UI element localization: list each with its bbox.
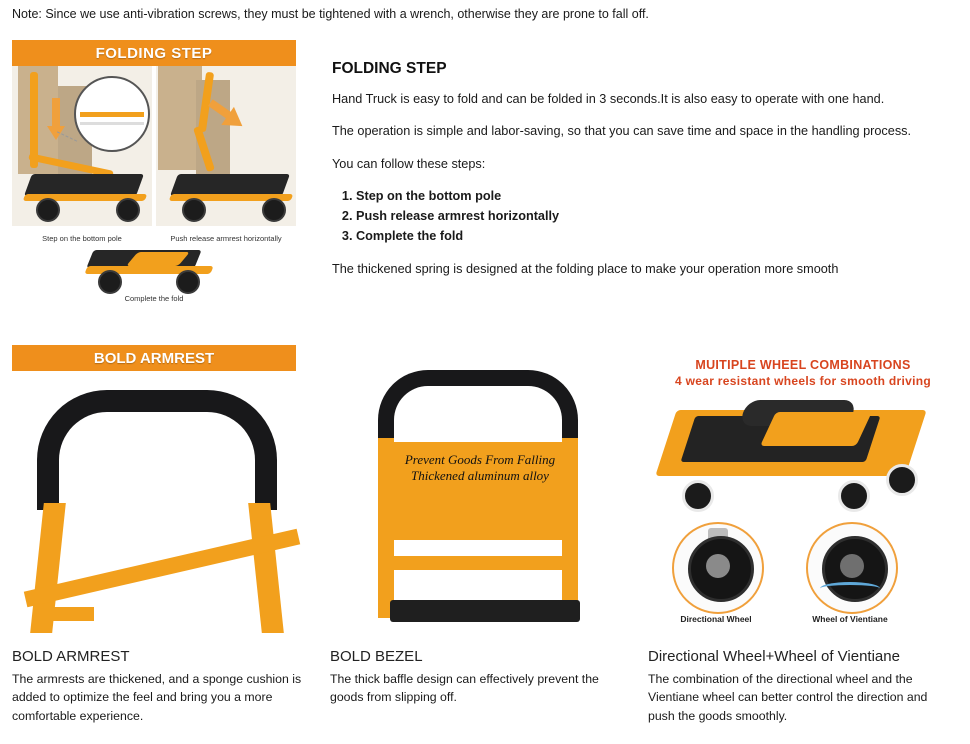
bold-armrest-title: BOLD ARMREST bbox=[12, 648, 130, 665]
folding-step-list bbox=[332, 187, 932, 246]
folding-step-banner: FOLDING STEP bbox=[12, 40, 296, 66]
folding-caption-3: Complete the fold bbox=[124, 294, 184, 303]
directional-wheel-zoom bbox=[672, 522, 764, 614]
bold-bezel-body: The thick baffle design can effectively prevent the goods from slipping off. bbox=[330, 672, 599, 705]
bold-armrest-body: The armrests are thickened, and a sponge cushion is added to optimize the feel and bring you a more comfortable experience. bbox=[12, 672, 302, 723]
folding-photo-step2 bbox=[156, 66, 296, 226]
folding-step-item: 2. Push release armrest horizontally bbox=[356, 207, 932, 227]
folding-closing-note: The thickened spring is designed at the folding place to make your operation more smooth bbox=[332, 262, 839, 277]
folding-step-photos bbox=[12, 66, 296, 312]
folding-photo-step1 bbox=[12, 66, 152, 226]
bold-armrest-banner: BOLD ARMREST bbox=[12, 345, 296, 371]
bezel-panel-line1: Prevent Goods From Falling bbox=[404, 452, 556, 467]
folding-step-text bbox=[332, 60, 932, 293]
folding-paragraph-2: The operation is simple and labor-saving, so that you can save time and space in the handling process. bbox=[332, 124, 912, 139]
directional-wheel-label: Directional Wheel bbox=[680, 614, 752, 624]
bold-bezel-figure bbox=[330, 360, 630, 630]
folding-photo-step3 bbox=[80, 248, 230, 294]
vientiane-wheel-label: Wheel of Vientiane bbox=[812, 614, 888, 624]
bold-bezel-title: BOLD BEZEL bbox=[330, 648, 423, 665]
wheel-headline-line1: MUITIPLE WHEEL COMBINATIONS bbox=[695, 358, 911, 372]
wheel-combination-body: The combination of the directional wheel and the Vientiane wheel can better control the direction and push the goods smoothly. bbox=[648, 672, 928, 723]
folding-step1-zoom-circle bbox=[74, 76, 150, 152]
wheel-combination-title: Directional Wheel+Wheel of Vientiane bbox=[648, 648, 900, 665]
vientiane-wheel-zoom bbox=[806, 522, 898, 614]
folding-step-heading: FOLDING STEP bbox=[332, 60, 447, 77]
bezel-panel-text bbox=[396, 452, 564, 485]
wheel-headline-line2: 4 wear resistant wheels for smooth driving bbox=[675, 374, 931, 388]
folding-step-figure bbox=[12, 40, 296, 312]
anti-vibration-note: Note: Since we use anti-vibration screws, they must be tightened with a wrench, otherwise they are prone to fall off. bbox=[12, 7, 649, 21]
folding-caption-2: Push release armrest horizontally bbox=[170, 234, 282, 243]
folding-caption-1: Step on the bottom pole bbox=[42, 234, 122, 243]
folding-step-item: 3. Complete the fold bbox=[356, 227, 932, 247]
bezel-panel-line2: Thickened aluminum alloy bbox=[411, 468, 549, 484]
folding-step-item: 1. Step on the bottom pole bbox=[356, 187, 932, 207]
folding-paragraph-1: Hand Truck is easy to fold and can be folded in 3 seconds.It is also easy to operate with one hand. bbox=[332, 92, 885, 106]
wheel-combination-figure bbox=[648, 352, 958, 630]
bold-armrest-figure bbox=[12, 375, 312, 630]
folding-paragraph-3: You can follow these steps: bbox=[332, 156, 486, 171]
